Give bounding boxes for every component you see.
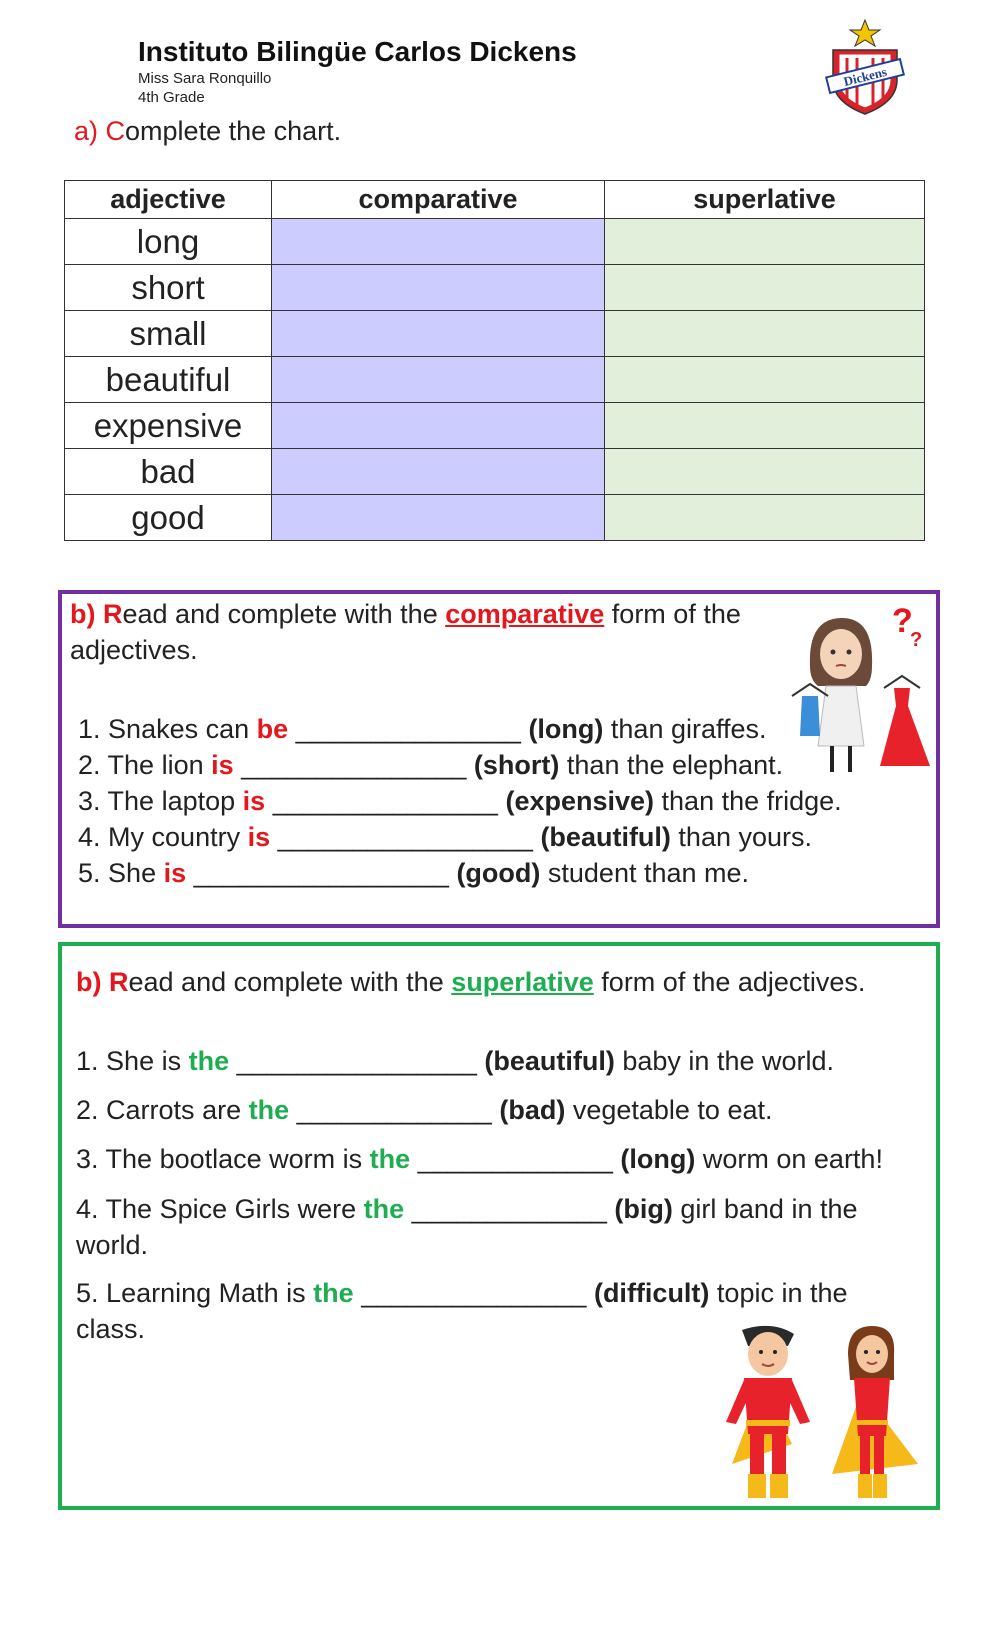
comparative-input-cell[interactable] [272, 311, 605, 357]
comparative-input-cell[interactable] [272, 357, 605, 403]
comparative-input-cell[interactable] [272, 495, 605, 541]
header-adjective: adjective [65, 181, 272, 219]
answer-blank[interactable]: _________________ [193, 858, 449, 888]
answer-blank[interactable]: _________________ [277, 822, 533, 852]
superlative-input-cell[interactable] [605, 219, 925, 265]
comparative-input-cell[interactable] [272, 403, 605, 449]
header-superlative: superlative [605, 181, 925, 219]
answer-blank[interactable]: ________________ [236, 1046, 477, 1076]
adjective-cell: good [65, 495, 272, 541]
comparative-input-cell[interactable] [272, 219, 605, 265]
superlative-exercise-box [58, 942, 940, 1510]
adjective-chart [64, 180, 925, 541]
exercise-item: 5. She is _________________ (good) student than me. [78, 858, 750, 888]
exercise-item: 3. The laptop is _______________ (expensive) than the fridge. [78, 786, 842, 816]
superlative-input-cell[interactable] [605, 265, 925, 311]
superlative-input-cell[interactable] [605, 449, 925, 495]
superlative-instruction: b) Read and complete with the superlative form of the adjectives. [76, 967, 866, 997]
svg-text:Dickens: Dickens [841, 63, 889, 90]
girl-with-dresses-illustration [788, 596, 934, 776]
comparative-input-cell[interactable] [272, 265, 605, 311]
svg-text:?: ? [892, 602, 913, 640]
grade-label: 4th Grade [138, 89, 205, 106]
exercise-item: 4. The Spice Girls were the _____________ (big) girl band in the world. [76, 1194, 858, 1260]
exercise-item: 2. Carrots are the _____________ (bad) vegetable to eat. [76, 1095, 773, 1125]
task-a-instruction: a) Complete the chart. [74, 116, 342, 146]
table-row [65, 219, 925, 265]
exercise-item: 4. My country is _________________ (beautiful) than yours. [78, 822, 812, 852]
header-comparative: comparative [272, 181, 605, 219]
table-row [65, 357, 925, 403]
adjective-cell: beautiful [65, 357, 272, 403]
answer-blank[interactable]: _______________ [361, 1278, 587, 1308]
superlative-input-cell[interactable] [605, 403, 925, 449]
table-row [65, 449, 925, 495]
school-crest-logo [825, 18, 905, 118]
table-row [65, 265, 925, 311]
superlative-input-cell[interactable] [605, 357, 925, 403]
adjective-cell: bad [65, 449, 272, 495]
answer-blank[interactable]: _______________ [241, 750, 467, 780]
superheroes-illustration [722, 1324, 932, 1502]
answer-blank[interactable]: _______________ [295, 714, 521, 744]
school-name: Instituto Bilingüe Carlos Dickens [138, 36, 577, 67]
comparative-instruction: b) Read and complete with the comparative form of the adjectives. [70, 599, 741, 665]
answer-blank[interactable]: _______________ [272, 786, 498, 816]
svg-text:?: ? [910, 629, 923, 651]
superlative-input-cell[interactable] [605, 311, 925, 357]
comparative-input-cell[interactable] [272, 449, 605, 495]
exercise-item: 5. Learning Math is the _______________ (difficult) topic in the class. [76, 1278, 848, 1344]
table-row [65, 495, 925, 541]
adjective-cell: short [65, 265, 272, 311]
answer-blank[interactable]: _____________ [296, 1095, 492, 1125]
table-row [65, 311, 925, 357]
comparative-exercise-box [58, 590, 940, 928]
table-row [65, 403, 925, 449]
exercise-item: 1. Snakes can be _______________ (long) than giraffes. [78, 714, 767, 744]
teacher-name: Miss Sara Ronquillo [138, 70, 272, 87]
exercise-item: 3. The bootlace worm is the _____________ (long) worm on earth! [76, 1144, 883, 1174]
adjective-cell: expensive [65, 403, 272, 449]
superlative-input-cell[interactable] [605, 495, 925, 541]
answer-blank[interactable]: _____________ [417, 1144, 613, 1174]
adjective-cell: long [65, 219, 272, 265]
exercise-item: 2. The lion is _______________ (short) than the elephant. [78, 750, 784, 780]
answer-blank[interactable]: _____________ [411, 1194, 607, 1224]
exercise-item: 1. She is the ________________ (beautiful) baby in the world. [76, 1046, 834, 1076]
adjective-cell: small [65, 311, 272, 357]
